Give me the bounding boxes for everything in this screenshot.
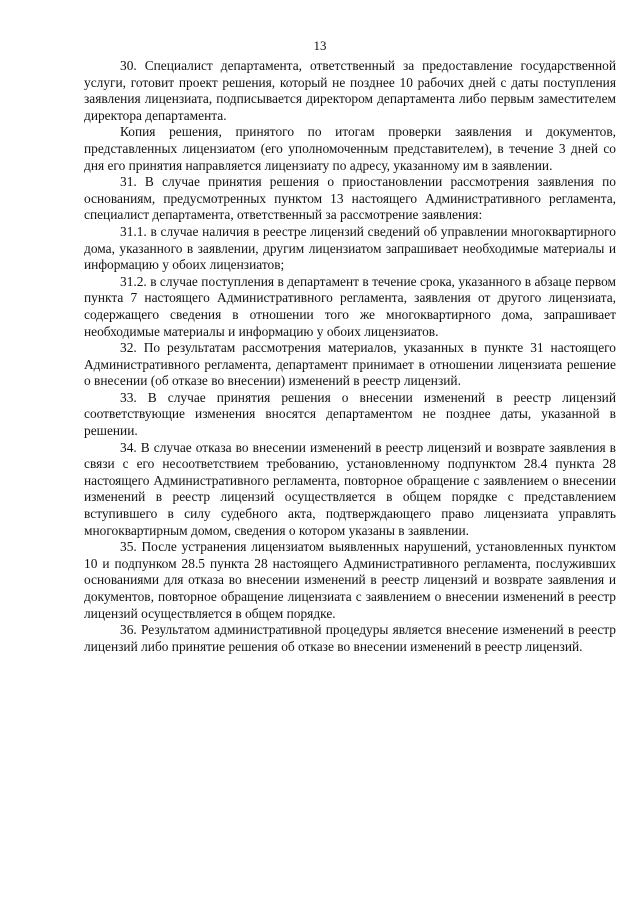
paragraph-31-1: 31.1. в случае наличия в реестре лицензий сведений об управлении многоквартирного дома, указанного в заявлении, другим лицензиатом запрашивает необходимые материалы и информацию у обоих лицензиатов;	[84, 223, 616, 273]
paragraph-33: 33. В случае принятия решения о внесении изменений в реестр лицензий соответствующие изменения вносятся департаментом не позднее даты, указанной в решении.	[84, 389, 616, 439]
paragraph-35: 35. После устранения лицензиатом выявленных нарушений, установленных пунктом 10 и подпунком 28.5 пункта 28 настоящего Административного регламента, послуживших основаниями для отказа во внесении изменений в реестр лицензий и возврате заявления и документов, повторное обращение лицензиата с заявлением о внесении изменений в реестр лицензий осуществляется в общем порядке.	[84, 539, 616, 621]
document-body	[84, 58, 616, 655]
paragraph-32: 32. По результатам рассмотрения материалов, указанных в пункте 31 настоящего Административного регламента, департамент принимает в отношении лицензиата решение о внесении (об отказе во внесении) изменений в реестр лицензий.	[84, 340, 616, 389]
paragraph-30: 30. Специалист департамента, ответственный за предоставление государственной услуги, готовит проект решения, который не позднее 10 рабочих дней с даты поступления заявления лицензиата, подписывается директором департамента либо первым заместителем директора департамента.	[84, 58, 616, 123]
paragraph-31: 31. В случае принятия решения о приостановлении рассмотрения заявления по основаниям, предусмотренных пунктом 13 настоящего Административного регламента, специалист департамента, ответственный за рассмотрение заявления:	[84, 174, 616, 223]
paragraph-30-copy: Копия решения, принятого по итогам проверки заявления и документов, представленных лицензиатом (его уполномоченным представителем), в течение 3 дней со дня его принятия направляется лицензиату по адресу, указанному им в заявлении.	[84, 124, 616, 173]
paragraph-36: 36. Результатом административной процедуры является внесение изменений в реестр лицензий либо принятие решения об отказе во внесении изменений в реестр лицензий.	[84, 622, 616, 654]
paragraph-34: 34. В случае отказа во внесении изменений в реестр лицензий и возврате заявления в связи с его несоответствием требованию, установленному подпунктом 28.4 пункта 28 настоящего Административного регламента, повторное обращение с заявлением о внесении изменений в реестр лицензий осуществляется в общем порядке с представлением вступившего в силу судебного акта, подтверждающего право лицензиата управлять многоквартирным домом, сведения о котором указаны в заявлении.	[84, 439, 616, 538]
paragraph-31-2: 31.2. в случае поступления в департамент в течение срока, указанного в абзаце первом пункта 7 настоящего Административного регламента, заявления от другого лицензиата, содержащего сведения в отношении того же многоквартирного дома, запрашивает необходимые материалы и информацию у обоих лицензиатов.	[84, 273, 616, 339]
page-number: 13	[313, 38, 327, 53]
